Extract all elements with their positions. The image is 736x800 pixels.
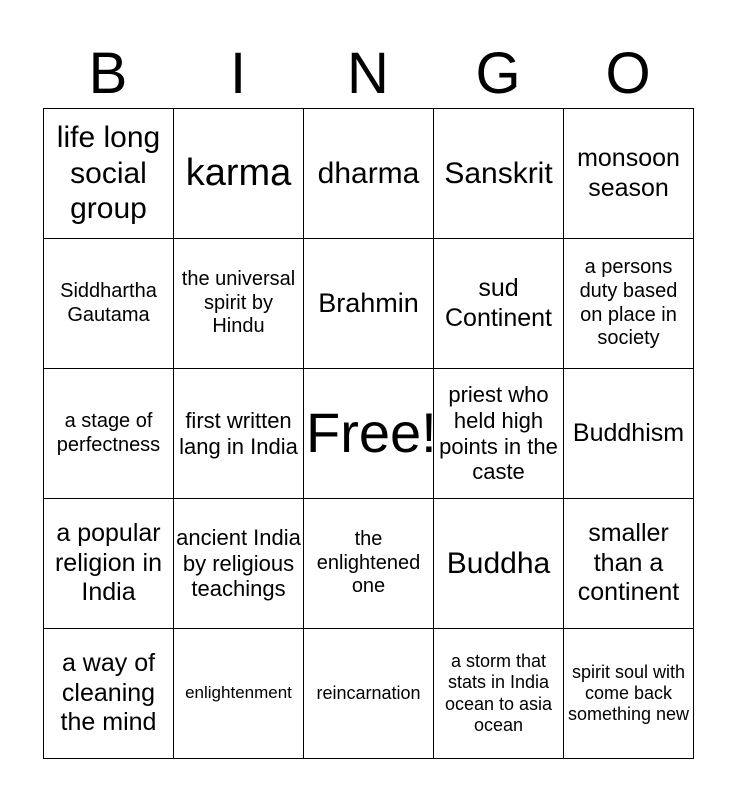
bingo-cell[interactable]: smaller than a continent [564, 499, 694, 629]
bingo-cell[interactable]: life long social group [44, 109, 174, 239]
bingo-row [44, 109, 694, 239]
header-letter-n: N [347, 41, 389, 106]
bingo-cell[interactable]: Sanskrit [434, 109, 564, 239]
bingo-row [44, 239, 694, 369]
header-letter-b: B [88, 41, 128, 106]
bingo-cell[interactable]: dharma [304, 109, 434, 239]
header-letter-o: O [605, 41, 651, 106]
bingo-cell[interactable]: ancient India by religious teachings [174, 499, 304, 629]
bingo-cell[interactable]: the enlightened one [304, 499, 434, 629]
header-letter-i: I [229, 41, 247, 106]
bingo-cell[interactable]: Siddhartha Gautama [44, 239, 174, 369]
bingo-cell[interactable]: first written lang in India [174, 369, 304, 499]
bingo-cell[interactable]: Buddha [434, 499, 564, 629]
bingo-row [44, 369, 694, 499]
bingo-row [44, 499, 694, 629]
bingo-cell[interactable]: enlightenment [174, 629, 304, 759]
bingo-cell[interactable]: a way of cleaning the mind [44, 629, 174, 759]
free-space[interactable]: Free! [304, 369, 434, 499]
bingo-cell[interactable]: priest who held high points in the caste [434, 369, 564, 499]
bingo-cell[interactable]: a popular religion in India [44, 499, 174, 629]
bingo-cell[interactable]: spirit soul with come back something new [564, 629, 694, 759]
bingo-card [43, 108, 694, 759]
bingo-cell[interactable]: sud Continent [434, 239, 564, 369]
bingo-row [44, 629, 694, 759]
bingo-header [43, 40, 693, 108]
bingo-cell[interactable]: monsoon season [564, 109, 694, 239]
bingo-cell[interactable]: Brahmin [304, 239, 434, 369]
bingo-cell[interactable]: a storm that stats in India ocean to asia ocean [434, 629, 564, 759]
bingo-cell[interactable]: Buddhism [564, 369, 694, 499]
header-letter-g: G [475, 41, 521, 106]
bingo-cell[interactable]: reincarnation [304, 629, 434, 759]
bingo-cell[interactable]: karma [174, 109, 304, 239]
bingo-cell[interactable]: a stage of perfectness [44, 369, 174, 499]
bingo-cell[interactable]: a persons duty based on place in society [564, 239, 694, 369]
bingo-cell[interactable]: the universal spirit by Hindu [174, 239, 304, 369]
